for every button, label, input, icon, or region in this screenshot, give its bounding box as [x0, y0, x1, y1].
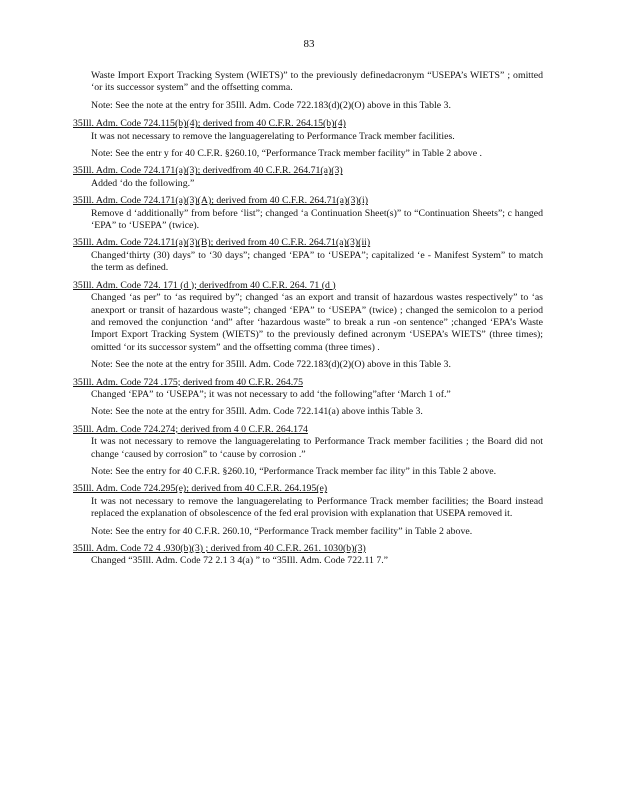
table-entry	[73, 165, 543, 190]
entry-text: Remove d ‘additionally” from before ‘list”; changed ‘a Continuation Sheet(s)” to “Continuation Sheets”; c hanged ‘EPA” to ‘USEPA” (twice).	[91, 207, 543, 232]
entry-heading: 35Ill. Adm. Code 724.274; derived from 4 0 C.F.R. 264.174	[73, 423, 308, 435]
entry-text: It was not necessary to remove the languagerelating to Performance Track member facilities ; the Board did not change ‘caused by corrosion” to ‘cause by corrosion .”	[91, 436, 543, 460]
entry-note: Note: See the entry for 40 C.F.R. 260.10, “Performance Track member facility” in Table 2 above.	[91, 525, 473, 537]
entry-text: Changed “35Ill. Adm. Code 72 2.1 3 4(a) ” to “35Ill. Adm. Code 722.11 7.”	[91, 555, 389, 567]
entry-text: Changed‘thirty (30) days” to ‘30 days”; changed ‘EPA” to ‘USEPA”; capitalized ‘e - Manifest System” to match the term as defined.	[91, 249, 543, 274]
entry-text: It was not necessary to remove the languagerelating to Performance Track member facilities.	[91, 130, 455, 142]
entry-text: Changed ‘EPA” to ‘USEPA”; it was not necessary to add ‘the following”after ‘March 1 of.”	[91, 388, 451, 400]
page-number: 83	[303, 38, 315, 50]
entry-heading: 35Ill. Adm. Code 724.171(a)(3)(B); derived from 40 C.F.R. 264.71(a)(3)(ii)	[73, 237, 371, 249]
entry-note: Note: See the entr y for 40 C.F.R. §260.10, “Performance Track member facility” in Table 2 above .	[91, 148, 482, 160]
table-entry	[73, 424, 543, 479]
table-entry	[73, 483, 543, 538]
entry-heading: 35Ill. Adm. Code 72 4 .930(b)(3) ; derived from 40 C.F.R. 261. 1030(b)(3)	[73, 543, 366, 554]
entry-heading: 35Ill. Adm. Code 724. 171 (d ); derivedfrom 40 C.F.R. 264. 71 (d )	[73, 279, 336, 291]
entry-heading: 35Ill. Adm. Code 724 .175; derived from 40 C.F.R. 264.75	[73, 376, 303, 388]
entry-note: Note: See the note at the entry for 35Ill. Adm. Code 722.141(a) above inthis Table 3.	[91, 406, 423, 418]
entry-text: It was not necessary to remove the languagerelating to Performance Track member facilities; the Board instead replaced the explanation of obsolescence of the fed eral provision with explanation that USEPA removed it.	[91, 495, 543, 520]
document-body	[73, 70, 543, 573]
entry-heading: 35Ill. Adm. Code 724.115(b)(4); derived from 40 C.F.R. 264.15(b)(4)	[73, 118, 346, 130]
table-entry	[73, 280, 543, 372]
intro-note: Note: See the note at the entry for 35Ill. Adm. Code 722.183(d)(2)(O) above in this Table 3.	[91, 99, 451, 111]
table-entry	[73, 543, 543, 568]
entry-heading: 35Ill. Adm. Code 724.171(a)(3); derivedfrom 40 C.F.R. 264.71(a)(3)	[73, 165, 343, 177]
table-entry	[73, 118, 543, 160]
entry-text: Changed ‘as per” to ‘as required by”; changed ‘as an export and transit of hazardous wastes respectively” to ‘as anexport or transit of hazardous waste”; changed ‘EPA” to ‘USEPA” (twice) ; changed the semicolon to a period and removed the conjunction ‘and” after ‘hazardous waste” to break a run -on sentence” ;changed ‘EPA’s Waste Import Export Tracking System (WIETS)” to the previously defined acronym ‘USEPA’s WIETS” (three times); omitted ‘or its successor system” and the offsetting comma (three times) .	[91, 292, 543, 353]
entry-heading: 35Ill. Adm. Code 724.295(e); derived from 40 C.F.R. 264.195(e)	[73, 483, 328, 495]
entry-heading: 35Ill. Adm. Code 724.171(a)(3)(A); derived from 40 C.F.R. 264.71(a)(3)(i)	[73, 195, 368, 207]
entry-note: Note: See the entry for 40 C.F.R. §260.10, “Performance Track member fac ility” in this Table 2 above.	[91, 465, 497, 477]
table-entry	[73, 237, 543, 274]
entry-note: Note: See the note at the entry for 35Ill. Adm. Code 722.183(d)(2)(O) above in this Table 3.	[91, 359, 451, 371]
entry-text: Added ‘do the following.”	[91, 177, 195, 189]
entry-list	[73, 118, 543, 568]
intro-paragraph: Waste Import Export Tracking System (WIETS)” to the previously definedacronym “USEPA’s WIETS” ; omitted ‘or its successor system” and the offsetting comma.	[91, 70, 543, 94]
table-entry	[73, 377, 543, 419]
table-entry	[73, 195, 543, 232]
